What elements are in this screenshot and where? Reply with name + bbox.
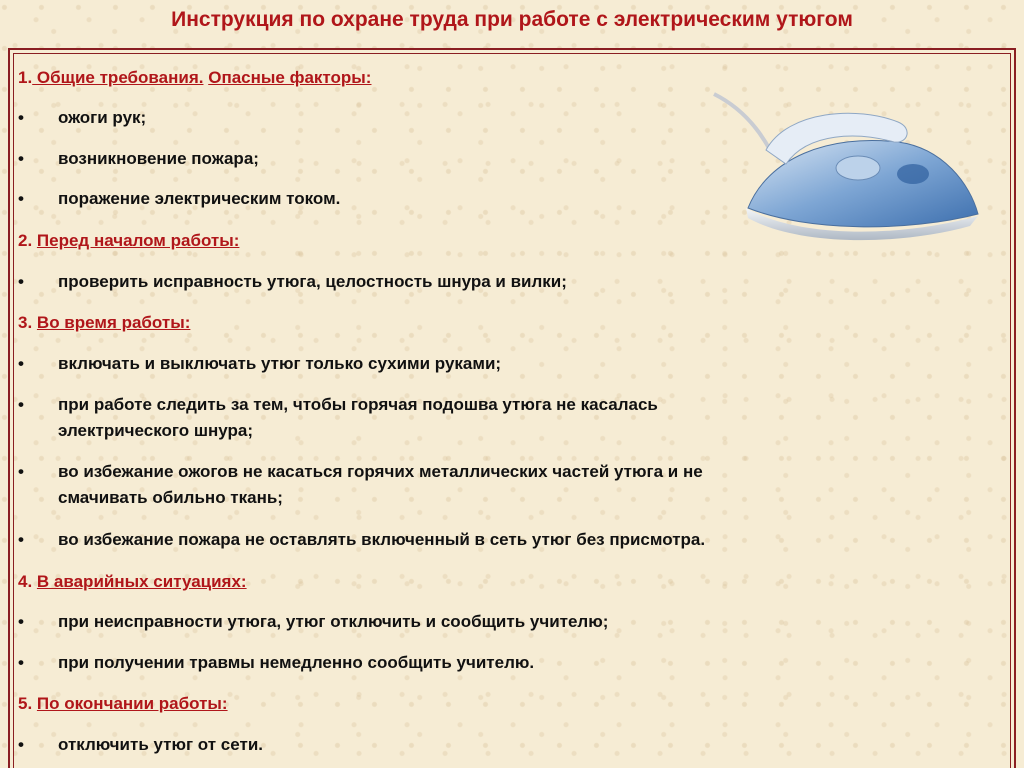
bullet-icon: • bbox=[18, 735, 24, 754]
list-item-text: поражение электрическим током. bbox=[58, 189, 341, 208]
page-title: Инструкция по охране труда при работе с электрическим утюгом bbox=[171, 8, 853, 31]
bullet-icon: • bbox=[18, 462, 24, 481]
section-heading-4 bbox=[18, 568, 247, 595]
section-title: Перед началом работы: bbox=[36, 231, 240, 250]
list-item-text: ожоги рук; bbox=[58, 108, 147, 127]
bullet-icon: • bbox=[18, 149, 24, 168]
section-number: 4. bbox=[18, 572, 33, 591]
bullet-icon: • bbox=[18, 354, 24, 373]
section-heading-5 bbox=[18, 690, 228, 717]
section-heading-2 bbox=[18, 227, 239, 254]
list-item-text: электрического шнура; bbox=[58, 421, 254, 440]
section-number: 2. bbox=[18, 231, 33, 250]
section-number: 1. bbox=[18, 68, 33, 87]
section-heading-3 bbox=[18, 309, 190, 336]
list-item-text: при работе следить за тем, чтобы горячая подошва утюга не касалась bbox=[58, 395, 658, 414]
list-item-text: при неисправности утюга, утюг отключить и сообщить учителю; bbox=[58, 612, 609, 631]
list-item-text: во избежание пожара не оставлять включенный в сеть утюг без присмотра. bbox=[58, 530, 706, 549]
section-title: Во время работы: bbox=[36, 313, 191, 332]
section-number: 3. bbox=[18, 313, 33, 332]
bullet-icon: • bbox=[18, 530, 24, 549]
section-title: По окончании работы: bbox=[36, 694, 228, 713]
bullet-icon: • bbox=[18, 108, 24, 127]
bullet-icon: • bbox=[18, 653, 24, 672]
section-number: 5. bbox=[18, 694, 33, 713]
bullet-icon: • bbox=[18, 272, 24, 291]
section-subtitle: Опасные факторы: bbox=[208, 68, 372, 87]
list-item-text: при получении травмы немедленно сообщить учителю. bbox=[58, 653, 535, 672]
list-item-text: включать и выключать утюг только сухими руками; bbox=[58, 354, 502, 373]
list-item-text: проверить исправность утюга, целостность шнура и вилки; bbox=[58, 272, 567, 291]
section-title: Общие требования. bbox=[32, 68, 204, 87]
section-title: В аварийных ситуациях: bbox=[36, 572, 247, 591]
list-item-text: возникновение пожара; bbox=[58, 149, 259, 168]
bullet-icon: • bbox=[18, 395, 24, 414]
list-item-text: смачивать обильно ткань; bbox=[58, 488, 283, 507]
section-heading-1 bbox=[18, 64, 371, 91]
bullet-icon: • bbox=[18, 612, 24, 631]
list-item-text: отключить утюг от сети. bbox=[58, 735, 263, 754]
bullet-icon: • bbox=[18, 189, 24, 208]
iron-icon bbox=[708, 88, 984, 248]
list-item-text: во избежание ожогов не касаться горячих металлических частей утюга и не bbox=[58, 462, 703, 481]
